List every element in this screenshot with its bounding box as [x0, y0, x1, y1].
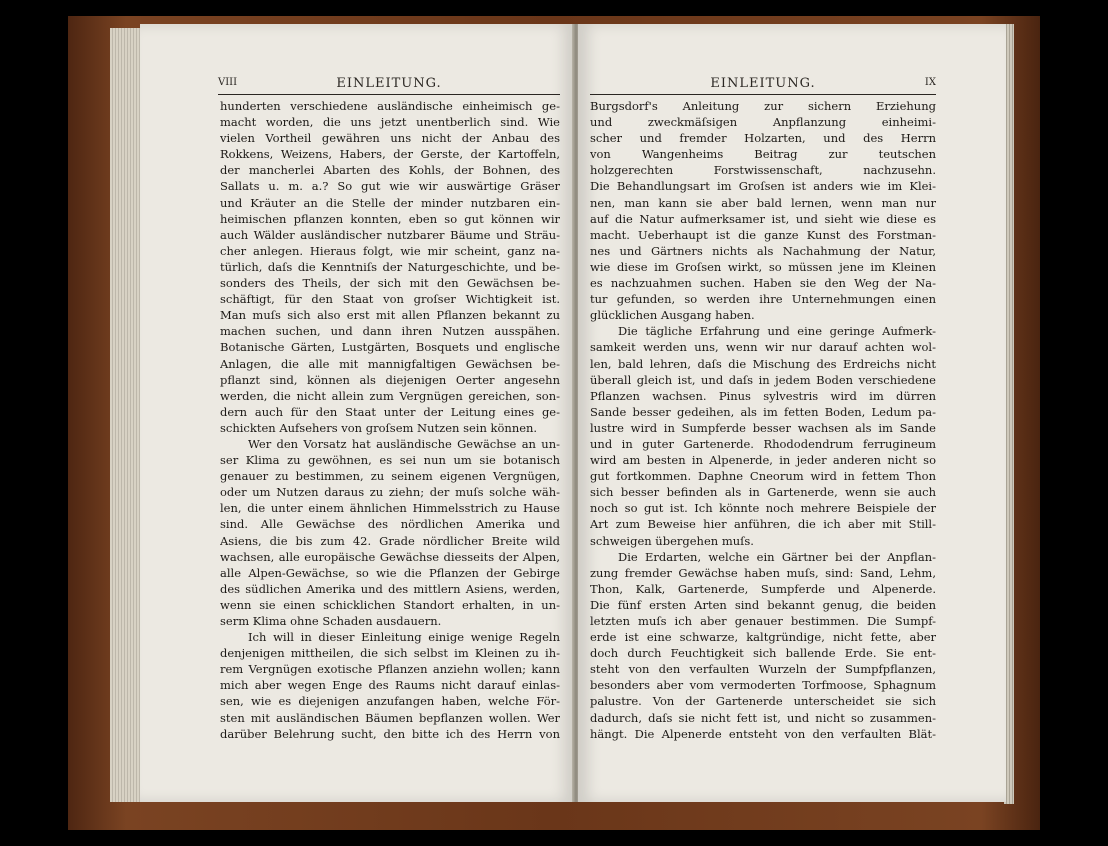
- text-line: schweigen übergehen muſs.: [590, 533, 754, 548]
- text-line: schäftigt, für den Staat von groſser Wichtigkeit ist.: [220, 292, 560, 307]
- text-line: und zweckmäſsigen Anpflanzung einheimi-: [590, 115, 936, 130]
- text-line: wenn sie einen schicklichen Standort erhalten, in un-: [220, 597, 560, 612]
- text-line: Art zum Beweise hier anführen, die ich aber mit Still-: [590, 517, 936, 532]
- text-line: vielen Vortheil gewähren uns nicht der Anbau des: [220, 131, 560, 146]
- text-line: werden, die nicht allein zum Vergnügen gereichen, son-: [220, 388, 560, 403]
- text-line: machen suchen, und dann ihren Nutzen ausspähen.: [220, 324, 560, 339]
- text-line: alle Alpen-Gewächse, so wie die Pflanzen der Gebirge: [220, 565, 560, 580]
- text-line: sen, wie es diejenigen anzufangen haben, welche För-: [220, 694, 560, 709]
- text-line: Pflanzen wachsen. Pinus sylvestris wird im dürren: [590, 388, 936, 403]
- text-line: Wer den Vorsatz hat ausländische Gewächse an un-: [248, 436, 560, 451]
- text-line: zung fremder Gewächse haben muſs, sind: Sand, Lehm,: [590, 565, 936, 580]
- text-line: len, bald lehren, daſs die Mischung des Erdreichs nicht: [590, 356, 936, 371]
- text-line: Ich will in dieser Einleitung einige wenige Regeln: [248, 630, 560, 645]
- text-line: des südlichen Amerika und des mittlern Asiens, werden,: [220, 581, 560, 596]
- text-line: Burgsdorf's Anleitung zur sichern Erziehung: [590, 99, 936, 113]
- text-line: sonders des Theils, der sich mit den Gewächsen be-: [220, 276, 560, 291]
- text-line: wird am besten in Alpenerde, in jeder anderen nicht so: [590, 453, 936, 468]
- text-line: ser Klima zu gewöhnen, es sei nun um sie botanisch: [220, 453, 560, 468]
- right-running-head: [590, 76, 936, 92]
- text-line: nen, man kann sie aber bald lernen, wenn man nur: [590, 195, 936, 210]
- text-line: lustre wird in Sumpferde besser wachsen als im Sande: [590, 420, 936, 435]
- text-line: cher anlegen. Hieraus folgt, wie mir scheint, ganz na-: [220, 243, 560, 258]
- text-line: dadurch, daſs sie nicht fett ist, und nicht so zusammen-: [590, 710, 936, 725]
- right-header-rule: [590, 94, 936, 95]
- text-line: türlich, daſs die Kenntniſs der Naturgeschichte, und be-: [220, 259, 560, 274]
- text-line: Asiens, die bis zum 42. Grade nördlicher Breite wild: [220, 533, 560, 548]
- text-line: Sande besser gedeihen, als im fetten Boden, Ledum pa-: [590, 404, 936, 419]
- text-line: palustre. Von der Gartenerde unterscheidet sie sich: [590, 694, 936, 709]
- right-page: [578, 24, 1006, 802]
- text-line: Die fünf ersten Arten sind bekannt genug, die beiden: [590, 597, 936, 612]
- text-line: besonders aber vom vermoderten Torfmoose, Sphagnum: [590, 678, 936, 693]
- left-running-head: [218, 76, 560, 92]
- text-line: tur gefunden, so werden ihre Unternehmungen einen: [590, 292, 936, 307]
- text-line: holzgerechten Forstwissenschaft, nachzusehn.: [590, 163, 936, 178]
- text-line: es nachzuahmen suchen. Haben sie den Weg der Na-: [590, 276, 936, 291]
- text-line: sind. Alle Gewächse des nördlichen Amerika und: [220, 517, 560, 532]
- text-line: dern auch für den Staat unter der Leitung eines ge-: [220, 404, 560, 419]
- text-line: mich aber wegen Enge des Raums nicht darauf einlas-: [220, 678, 560, 693]
- text-line: glücklichen Ausgang haben.: [590, 308, 755, 323]
- left-running-title: EINLEITUNG.: [336, 76, 442, 91]
- text-line: rem Vergnügen exotische Pflanzen anziehn wollen; kann: [220, 662, 560, 677]
- right-running-title: EINLEITUNG.: [710, 76, 816, 91]
- left-page-text: [220, 98, 560, 742]
- text-line: pflanzt sind, können als diejenigen Oerter angesehn: [220, 372, 560, 387]
- text-line: wie diese im Groſsen wirkt, so müssen jene im Kleinen: [590, 259, 936, 274]
- text-line: heimischen pflanzen konnten, eben so gut können wir: [220, 211, 560, 226]
- text-line: oder um Nutzen daraus zu ziehn; der muſs solche wäh-: [220, 485, 560, 500]
- text-line: genauer zu bestimmen, zu seinem eigenen Vergnügen,: [220, 469, 560, 484]
- text-line: schickten Aufsehers von groſsem Nutzen sein können.: [220, 420, 538, 435]
- text-line: überall gleich ist, und daſs in jedem Boden verschiedene: [590, 372, 936, 387]
- text-line: steht von den verfaulten Wurzeln der Sumpfpflanzen,: [590, 662, 936, 677]
- text-line: und in guter Gartenerde. Rhododendrum ferrugineum: [590, 436, 936, 451]
- text-line: Rokkens, Weizens, Habers, der Gerste, der Kartoffeln,: [220, 147, 560, 162]
- text-line: Anlagen, die alle mit mannigfaltigen Gewächsen be-: [220, 356, 560, 371]
- text-line: letzten muſs ich aber genauer bestimmen. Die Sumpf-: [590, 614, 936, 628]
- text-line: Die Erdarten, welche ein Gärtner bei der Anpflan-: [618, 549, 936, 564]
- text-line: Botanische Gärten, Lustgärten, Bosquets und englische: [220, 340, 560, 355]
- text-line: macht worden, die uns jetzt unentberlich sind. Wie: [220, 115, 560, 130]
- left-page-number: VIII: [218, 77, 238, 88]
- left-header-rule: [218, 94, 560, 95]
- text-line: auf die Natur aufmerksamer ist, und sieht wie diese es: [590, 211, 936, 226]
- text-line: macht. Ueberhaupt ist die ganze Kunst des Forstman-: [590, 227, 936, 242]
- text-line: nes und Gärtners nichts als Nachahmung der Natur,: [590, 243, 936, 258]
- text-line: Sallats u. m. a.? So gut wie wir auswärtige Gräser: [220, 179, 560, 194]
- text-line: Thon, Kalk, Gartenerde, Sumpferde und Alpenerde.: [590, 581, 936, 596]
- text-line: sich besser befinden als in Gartenerde, wenn sie auch: [590, 485, 936, 500]
- text-line: von Wangenheims Beitrag zur teutschen: [590, 147, 936, 162]
- text-line: Die tägliche Erfahrung und eine geringe Aufmerk-: [618, 324, 936, 339]
- text-line: doch durch Feuchtigkeit sich ballende Erde. Sie ent-: [590, 646, 936, 661]
- text-line: Die Behandlungsart im Groſsen ist anders wie im Klei-: [590, 179, 936, 194]
- text-line: sten mit ausländischen Bäumen bepflanzen wollen. Wer: [220, 710, 560, 725]
- text-line: auch Wälder ausländischer nutzbarer Bäume und Sträu-: [220, 227, 560, 242]
- text-line: gut fortkommen. Daphne Cneorum wird in fettem Thon: [590, 469, 936, 484]
- text-line: noch so gut ist. Ich könnte noch mehrere Beispiele der: [590, 501, 936, 516]
- text-line: samkeit werden uns, wenn wir nur darauf achten wol-: [590, 340, 936, 355]
- right-page-text: [590, 98, 936, 742]
- left-page: [140, 24, 574, 802]
- text-line: denjenigen mittheilen, die sich selbst im Kleinen zu ih-: [220, 646, 560, 661]
- text-line: scher und fremder Holzarten, und des Herrn: [590, 131, 936, 146]
- text-line: hängt. Die Alpenerde entsteht von den verfaulten Blät-: [590, 726, 936, 741]
- text-line: und Kräuter an die Stelle der minder nutzbaren ein-: [220, 195, 560, 210]
- text-line: serm Klima ohne Schaden ausdauern.: [220, 614, 442, 628]
- text-line: erde ist eine schwarze, kaltgründige, nicht fette, aber: [590, 630, 936, 645]
- text-line: darüber Belehrung sucht, den bitte ich des Herrn von: [220, 726, 560, 741]
- right-page-number: IX: [924, 77, 936, 88]
- page-edges-left: [110, 28, 140, 802]
- text-line: len, die unter einem ähnlichen Himmelsstrich zu Hause: [220, 501, 560, 516]
- text-line: der mancherlei Abarten des Kohls, der Bohnen, des: [220, 163, 560, 178]
- text-line: Man muſs sich also erst mit allen Pflanzen bekannt zu: [220, 308, 560, 323]
- text-line: wachsen, alle europäische Gewächse diesseits der Alpen,: [220, 549, 560, 564]
- text-line: hunderten verschiedene ausländische einheimisch ge-: [220, 99, 560, 113]
